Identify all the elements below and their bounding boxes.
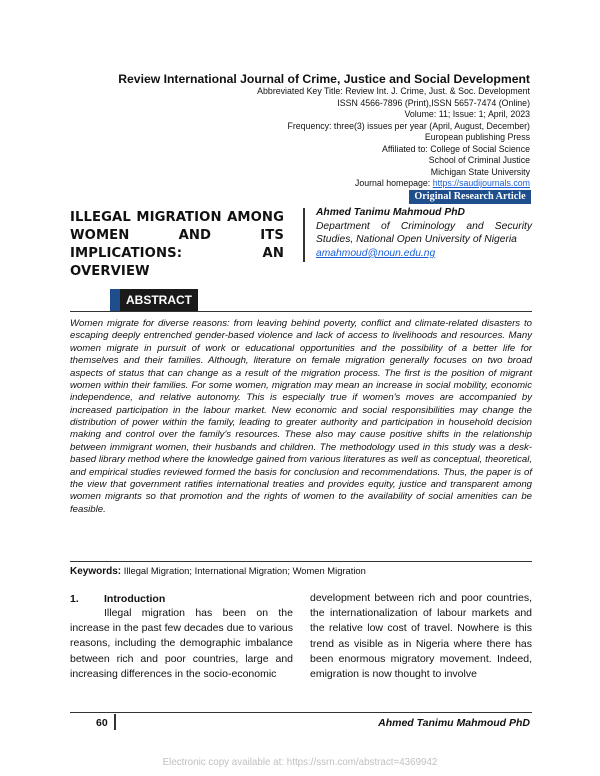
abstract-top-rule [70, 311, 532, 312]
meta-volume: Volume: 11; Issue: 1; April, 2023 [404, 109, 530, 119]
section-heading-introduction [70, 593, 165, 605]
footer-rule [70, 712, 532, 713]
title-divider [303, 208, 305, 262]
section-number: 1. [70, 593, 79, 605]
abstract-bottom-rule [70, 561, 532, 562]
keywords [70, 565, 532, 577]
intro-right-column: development between rich and poor countries, the internationalization of labour markets and the relative low cost of travel. Nowhere is this trend as visible as in Nigeria where there has been enormous migratory movement. Indeed, emigration is now thought to involve [310, 592, 532, 681]
keywords-label: Keywords: [70, 566, 122, 577]
meta-homepage [110, 178, 530, 190]
meta-affiliation: Affiliated to: College of Social Science [381, 143, 530, 154]
meta-university: Michigan State University [430, 166, 530, 177]
journal-meta [110, 86, 530, 190]
ssrn-watermark: Electronic copy available at: https://ssrn.com/abstract=4369942 [162, 757, 438, 768]
journal-title: Review International Journal of Crime, Justice and Social Development [118, 72, 530, 86]
abstract-heading: ABSTRACT [120, 289, 198, 311]
abstract-text: Women migrate for diverse reasons: from leaving behind poverty, conflict and climate-related disasters to escaping deeply entrenched gender-based violence and lack of access to livelihoods and resources. Many women migrate in pursuit of work or educational opportunities and the possibility of a better life for themselves and their families. Although, literature on female migration generally focuses on two broad aspects of status that can change as a result of the migration process. The first is the position of migrant women within their families. For some women, migration may mean an increase in social mobility, economic independence, and relative autonomy. This is especially true if women's moves are accompanied by increased participation in the labour market. New economic and social responsibilities may change the distribution of power within the family, leading to greater authority and participation in household decision making and control over the family's resources. These also may cause positive shifts in the relationship between immigrant women, their husbands and children. The methodology used in this study was a desk-based library method where the knowledge gained from various literatures as well as conceptual, theoretical, and empirical studies reviewed formed the basis for conclusion and recommendations. Thus, the paper is of the view that government ratifies international treaties and provides equity, justice and transparent among women migrants so that promotion and the rights of women to the availability of social amenities can be feasible. [70, 318, 532, 515]
meta-publisher: European publishing Press [424, 132, 530, 142]
page-number-divider [114, 714, 116, 730]
author-name: Ahmed Tanimu Mahmoud PhD [316, 207, 465, 218]
meta-key-title: Abbreviated Key Title: Review Int. J. Crime, Just. & Soc. Development [257, 86, 530, 96]
author-email-link[interactable]: amahmoud@noun.edu.ng [316, 247, 436, 259]
meta-issn: ISSN 4566-7896 (Print),ISSN 5657-7474 (Online) [337, 97, 530, 108]
homepage-label: Journal homepage: [354, 178, 433, 188]
author-affiliation: Department of Criminology and Security Studies, National Open University of Nigeria [316, 220, 532, 246]
meta-school: School of Criminal Justice [428, 155, 530, 165]
keywords-text: Illegal Migration; International Migration; Women Migration [121, 565, 366, 576]
paper-title: ILLEGAL MIGRATION AMONG WOMEN AND ITS IMPLICATIONS: AN OVERVIEW [70, 210, 284, 279]
intro-left-column: Illegal migration has been on the increase in the past few decades due to various reasons, including the demographic imbalance between rich and poor countries, large and increasing differences in the socio-economic [70, 607, 293, 680]
section-title: Introduction [104, 593, 166, 605]
homepage-link[interactable]: https://saudijournals.com [432, 178, 530, 188]
meta-frequency: Frequency: three(3) issues per year (April, August, December) [287, 120, 530, 131]
footer-author: Ahmed Tanimu Mahmoud PhD [378, 717, 530, 729]
article-type-badge: Original Research Article [409, 190, 531, 204]
page-number: 60 [96, 717, 108, 729]
abstract-accent-bar [110, 289, 120, 311]
author-block [316, 206, 532, 260]
